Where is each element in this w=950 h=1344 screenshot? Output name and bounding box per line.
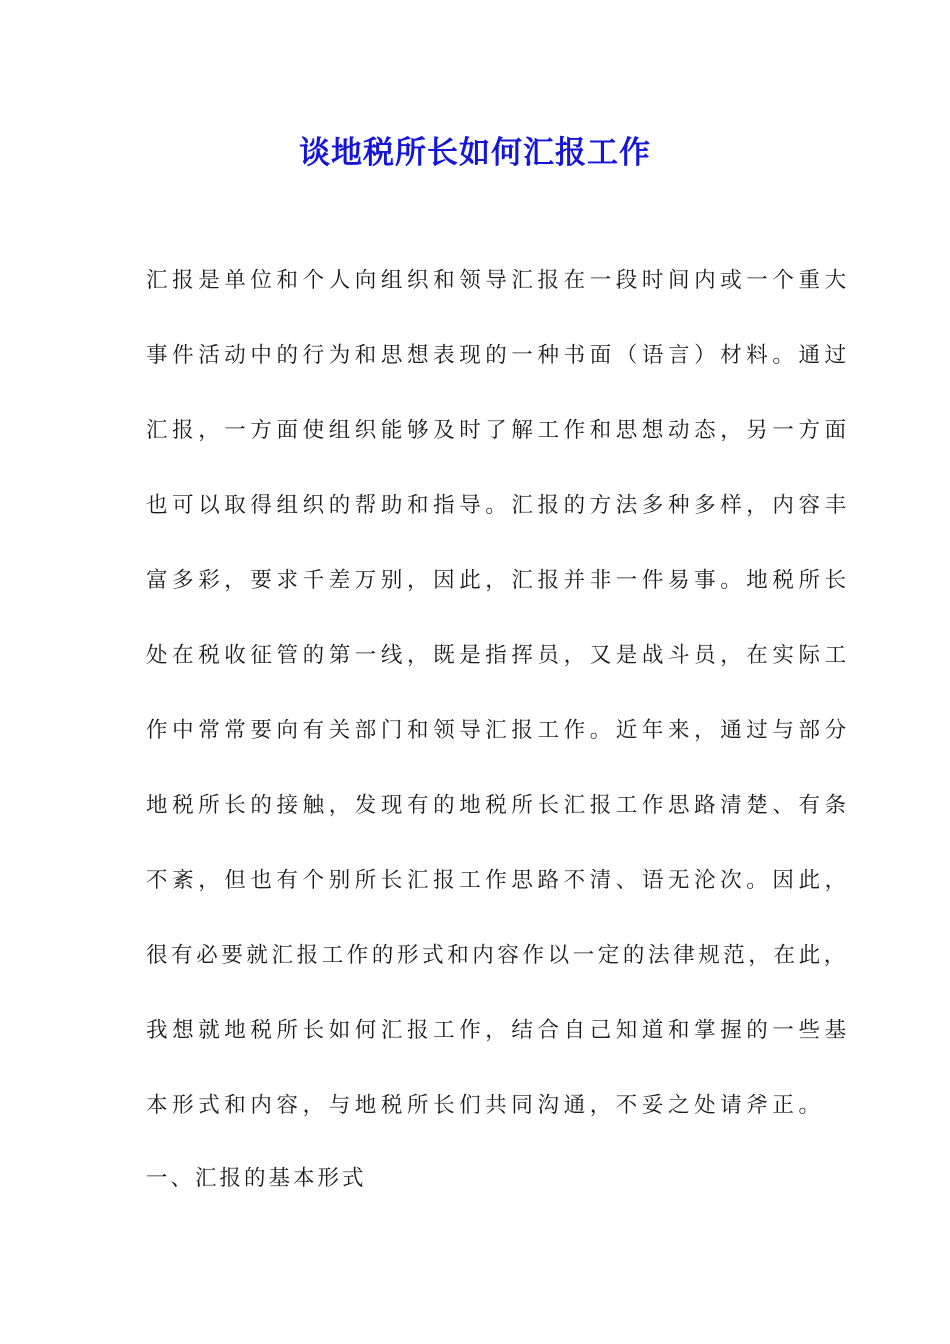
paragraph-line: 作中常常要向有关部门和领导汇报工作。近年来，通过与部分 xyxy=(146,718,851,743)
paragraph-line: 本形式和内容，与地税所长们共同沟通，不妥之处请斧正。 xyxy=(146,1093,825,1118)
document-title: 谈地税所长如何汇报工作 xyxy=(299,135,651,171)
paragraph-line: 事件活动中的行为和思想表现的一种书面（语言）材料。通过 xyxy=(146,343,851,368)
paragraph-line: 地税所长的接触，发现有的地税所长汇报工作思路清楚、有条 xyxy=(146,793,851,818)
paragraph-line: 富多彩，要求千差万别，因此，汇报并非一件易事。地税所长 xyxy=(146,568,851,593)
paragraph-line: 很有必要就汇报工作的形式和内容作以一定的法律规范，在此， xyxy=(146,943,849,968)
paragraph-line: 我想就地税所长如何汇报工作，结合自己知道和掌握的一些基 xyxy=(146,1018,851,1043)
paragraph-line: 也可以取得组织的帮助和指导。汇报的方法多种多样，内容丰 xyxy=(146,493,851,518)
section-heading: 一、汇报的基本形式 xyxy=(146,1166,367,1191)
paragraph-line: 处在税收征管的第一线，既是指挥员，又是战斗员，在实际工 xyxy=(146,643,851,668)
paragraph-line: 汇报是单位和个人向组织和领导汇报在一段时间内或一个重大 xyxy=(146,268,851,293)
paragraph-line: 汇报，一方面使组织能够及时了解工作和思想动态，另一方面 xyxy=(146,418,851,443)
paragraph-line: 不紊，但也有个别所长汇报工作思路不清、语无沦次。因此， xyxy=(146,868,851,893)
